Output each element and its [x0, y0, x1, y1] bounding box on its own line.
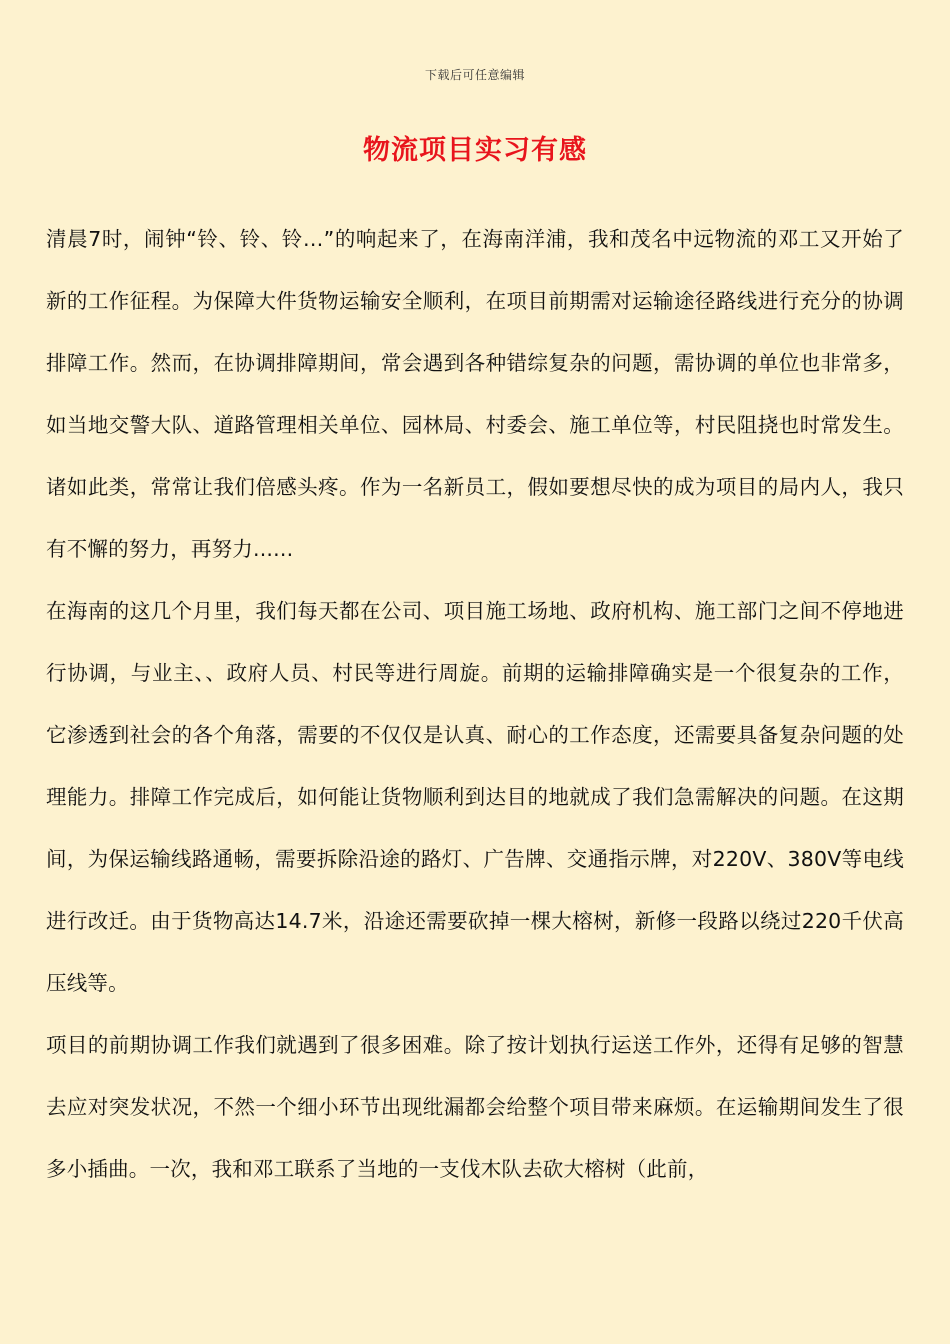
document-body	[46, 208, 904, 1200]
paragraph-2: 在海南的这几个月里，我们每天都在公司、项目施工场地、政府机构、施工部门之间不停地进行协调，与业主、、政府人员、村民等进行周旋。前期的运输排障确实是一个很复杂的工作，它渗透到社会的各个角落，需要的不仅仅是认真、耐心的工作态度，还需要具备复杂问题的处理能力。排障工作完成后，如何能让货物顺利到达目的地就成了我们急需解决的问题。在这期间，为保运输线路通畅，需要拆除沿途的路灯、广告牌、交通指示牌，对220V、380V等电线进行改迁。由于货物高达14.7米，沿途还需要砍掉一棵大榕树，新修一段路以绕过220千伏高压线等。	[46, 599, 904, 995]
header-note: 下载后可任意编辑	[424, 68, 525, 82]
paragraph-3: 项目的前期协调工作我们就遇到了很多困难。除了按计划执行运送工作外，还得有足够的智慧去应对突发状况，不然一个细小环节出现纰漏都会给整个项目带来麻烦。在运输期间发生了很多小插曲。一次，我和邓工联系了当地的一支伐木队去砍大榕树（此前，	[46, 1033, 904, 1181]
paragraph-1: 清晨7时，闹钟“铃、铃、铃…”的响起来了，在海南洋浦，我和茂名中远物流的邓工又开始了新的工作征程。为保障大件货物运输安全顺利，在项目前期需对运输途径路线进行充分的协调排障工作。然而，在协调排障期间，常会遇到各种错综复杂的问题，需协调的单位也非常多，如当地交警大队、道路管理相关单位、园林局、村委会、施工单位等，村民阻挠也时常发生。诸如此类，常常让我们倍感头疼。作为一名新员工，假如要想尽快的成为项目的局内人，我只有不懈的努力，再努力......	[46, 227, 904, 561]
document-title: 物流项目实习有感	[363, 135, 587, 166]
